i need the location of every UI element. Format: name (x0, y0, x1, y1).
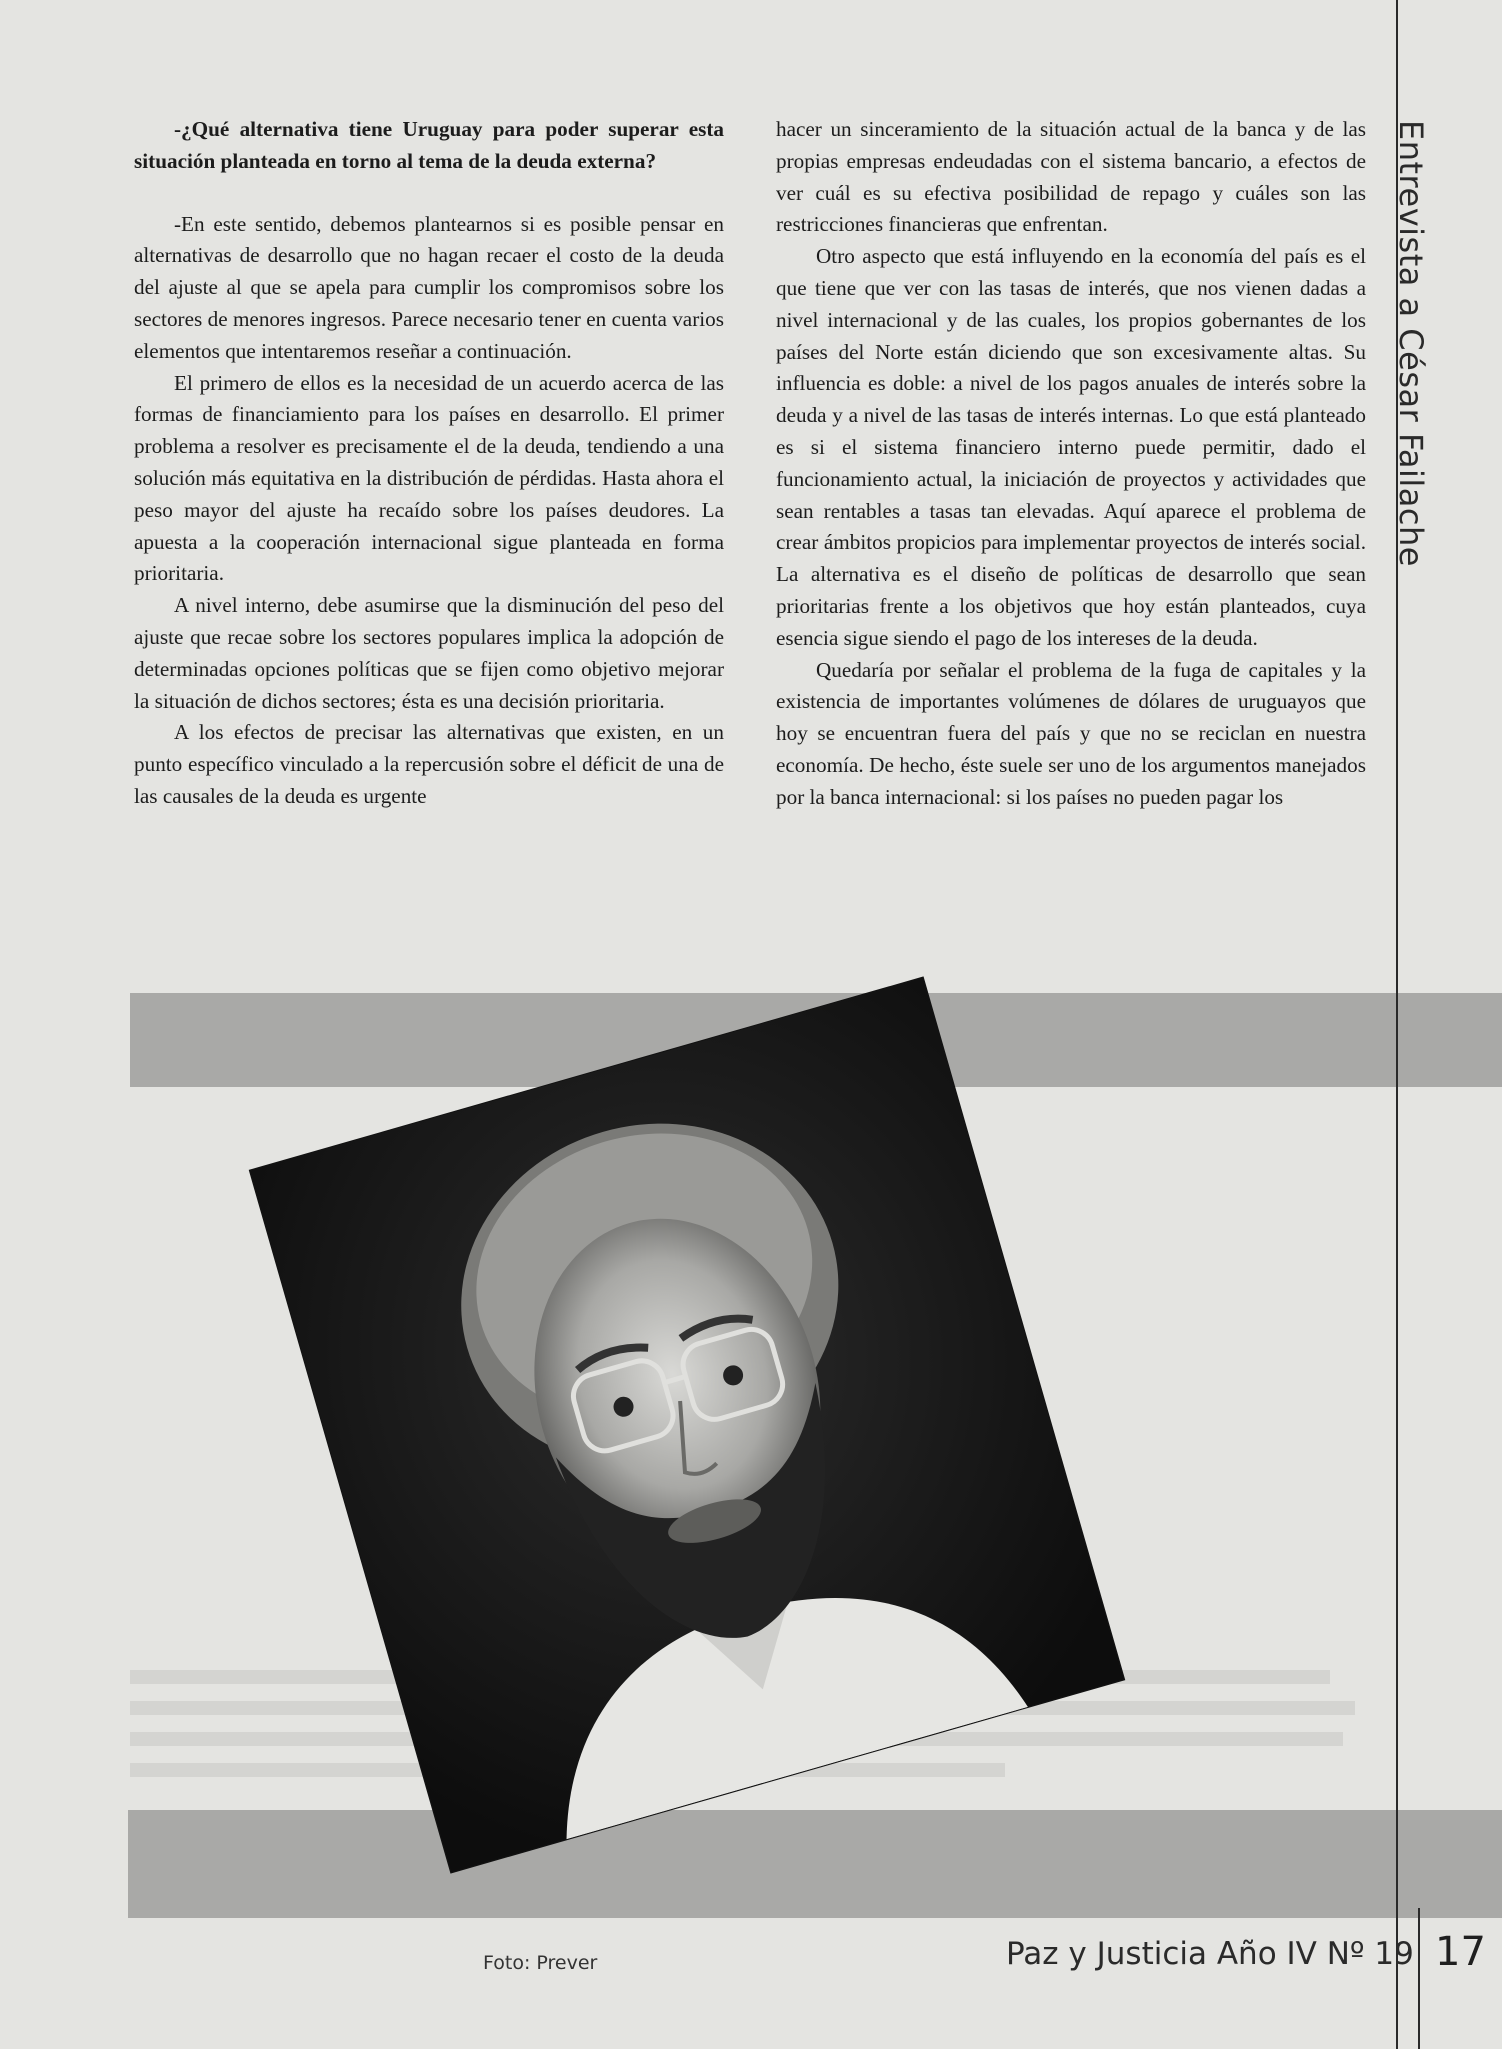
paragraph: A nivel interno, debe asumirse que la disminución del peso del ajuste que recae sobre los sectores populares implica la adopción de determinadas opciones políticas que se fijen como objetivo mejorar la situación de dichos sectores; ésta es una decisión prioritaria. (134, 593, 724, 713)
paragraph: Otro aspecto que está influyendo en la economía del país es el que tiene que ver con las tasas de interés, que nos vienen dadas a nivel internacional y de las cuales, los propios gobernantes de los países del Norte están diciendo que son excesivamente altas. Su influencia es doble: a nivel de los pagos anuales de interés sobre la deuda y a nivel de las tasas de interés internas. Lo que está planteado es si el sistema financiero interno puede permitir, dado el funcionamiento actual, la iniciación de proyectos y actividades que sean rentables a tasas tan elevadas. Aquí aparece el problema de crear ámbitos propicios para implementar proyectos de interés social. La alternativa es el diseño de políticas de desarrollo que sean prioritarias frente a los objetivos que hoy están planteados, cuya esencia sigue siendo el pago de los intereses de la deuda. (776, 244, 1366, 650)
section-title: Entrevista a César Failache (1392, 120, 1430, 567)
paragraph: hacer un sinceramiento de la situación actual de la banca y de las propias empresas endeudadas con el sistema bancario, a efectos de ver cuál es su efectiva posibilidad de repago y cuáles son las restricciones financieras que enfrentan. (776, 117, 1366, 237)
paragraph: -En este sentido, debemos plantearnos si es posible pensar en alternativas de desarrollo que no hagan recaer el costo de la deuda del ajuste al que se apela para cumplir los compromisos sobre los sectores de menores ingresos. Parece necesario tener en cuenta varios elementos que intentaremos reseñar a continuación. (134, 211, 724, 363)
vertical-rule-footer (1418, 1908, 1420, 2049)
gray-band-bottom (128, 1810, 1502, 1918)
left-column (134, 114, 724, 813)
section-title-vertical (1392, 120, 1458, 567)
photo-caption: Foto: Prever (483, 1952, 598, 1974)
paragraph: El primero de ellos es la necesidad de un acuerdo acerca de las formas de financiamiento para los países en desarrollo. El primer problema a resolver es precisamente el de la deuda, tendiendo a una solución más equitativa en la distribución de pérdidas. Hasta ahora el peso mayor del ajuste ha recaído sobre los países deudores. La apuesta a la cooperación internacional sigue planteada en forma prioritaria. (134, 370, 724, 586)
right-column (776, 114, 1366, 814)
interview-question: -¿Qué alternativa tiene Uruguay para poder superar esta situación planteada en torno al tema de la deuda externa? (134, 117, 724, 173)
paragraph: Quedaría por señalar el problema de la fuga de capitales y la existencia de importantes volúmenes de dólares de uruguayos que hoy se encuentran fuera del país y que no se reciclan en nuestra economía. De hecho, éste suele ser uno de los argumentos manejados por la banca internacional: si los países no pueden pagar los (776, 657, 1366, 809)
paragraph: A los efectos de precisar las alternativas que existen, en un punto específico vinculado a la repercusión sobre el déficit de una de las causales de la deuda es urgente (134, 720, 724, 808)
page-number: 17 (1435, 1929, 1486, 1975)
publication-footer: Paz y Justicia Año IV Nº 19 (1006, 1936, 1414, 1972)
